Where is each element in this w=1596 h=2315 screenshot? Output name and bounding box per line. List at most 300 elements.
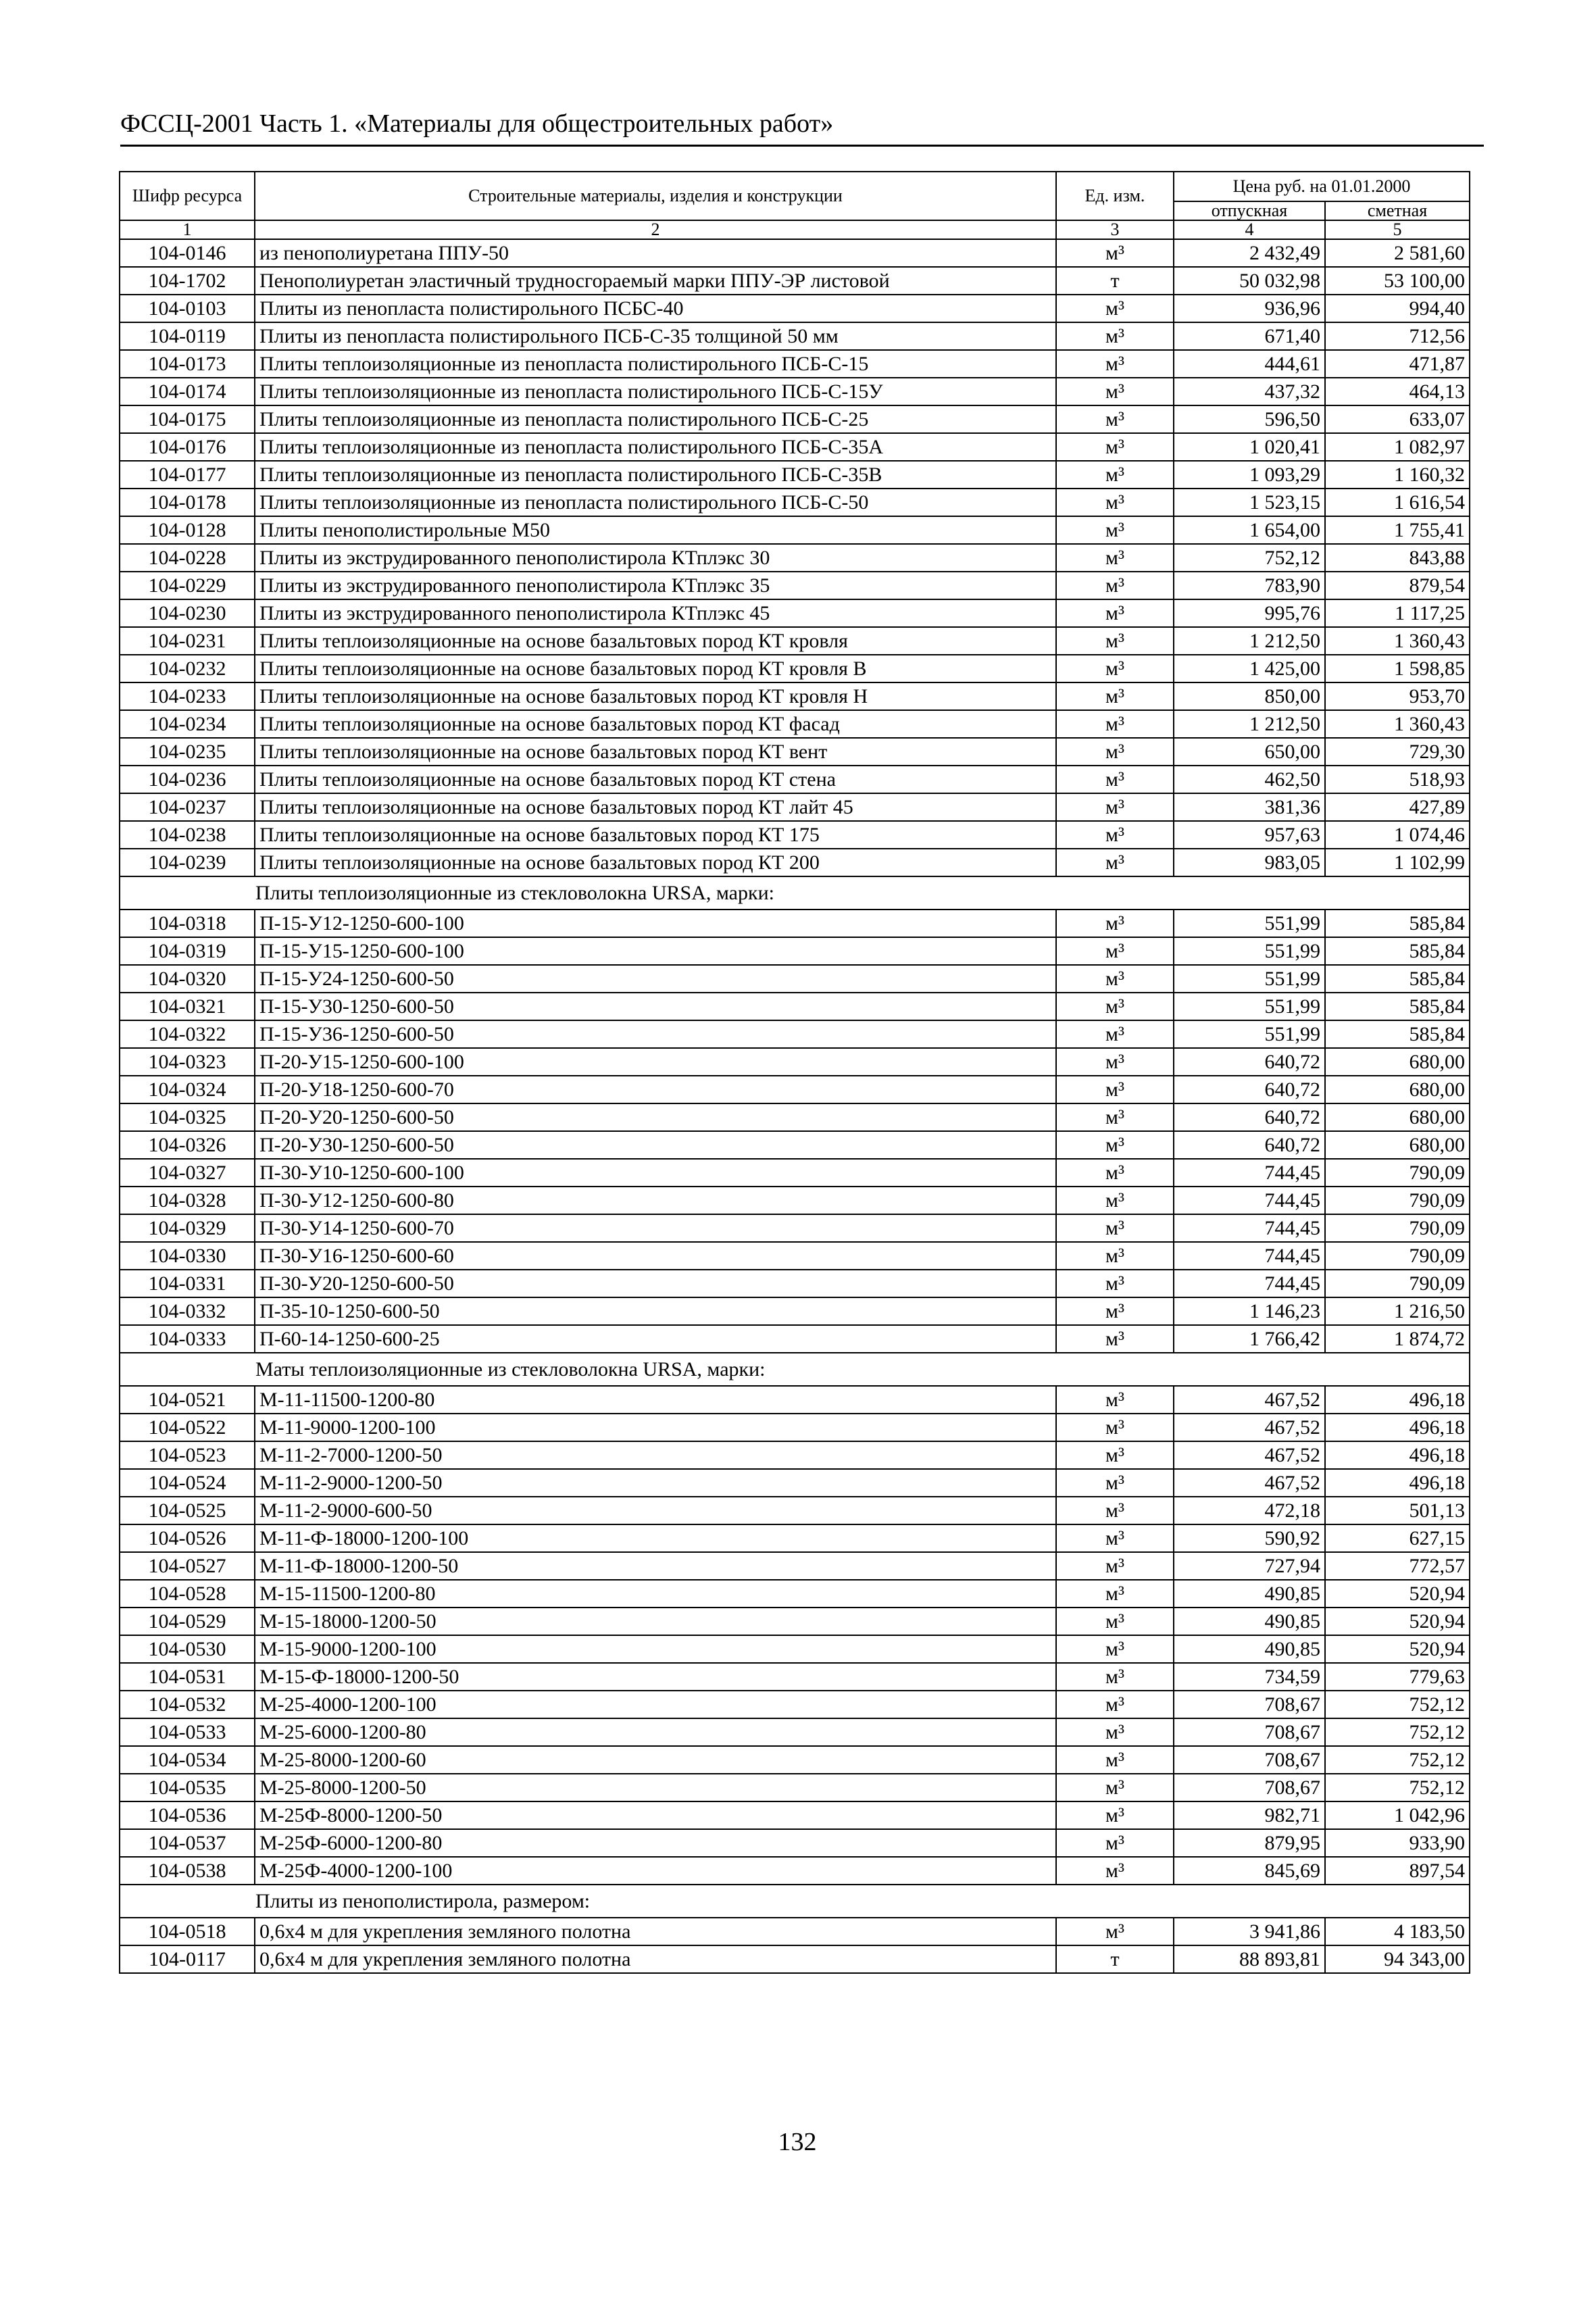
resource-code: 104-0176 [120, 433, 255, 461]
resource-code: 104-0174 [120, 378, 255, 405]
estimate-price: 712,56 [1325, 322, 1470, 350]
unit: м³ [1056, 1918, 1174, 1945]
wholesale-price: 744,45 [1174, 1214, 1325, 1242]
wholesale-price: 551,99 [1174, 910, 1325, 937]
material-name: Плиты из пенопласта полистирольного ПСБ-С-35 толщиной 50 мм [255, 322, 1056, 350]
table-row [120, 1076, 1470, 1103]
unit: м³ [1056, 937, 1174, 965]
estimate-price: 1 616,54 [1325, 489, 1470, 516]
resource-code: 104-0534 [120, 1746, 255, 1774]
material-name: Плиты теплоизоляционные из пенопласта полистирольного ПСБ-С-15У [255, 378, 1056, 405]
header-wholesale: отпускная [1174, 201, 1325, 220]
estimate-price: 501,13 [1325, 1497, 1470, 1524]
estimate-price: 496,18 [1325, 1414, 1470, 1441]
table-row [120, 1325, 1470, 1353]
estimate-price: 1 042,96 [1325, 1801, 1470, 1829]
table-row [120, 1857, 1470, 1885]
estimate-price: 1 117,25 [1325, 599, 1470, 627]
wholesale-price: 88 893,81 [1174, 1945, 1325, 1973]
material-name: Плиты теплоизоляционные на основе базальтовых пород КТ кровля [255, 627, 1056, 655]
column-number: 2 [255, 220, 1056, 239]
wholesale-price: 2 432,49 [1174, 239, 1325, 267]
unit: м³ [1056, 1076, 1174, 1103]
table-row [120, 295, 1470, 322]
wholesale-price: 708,67 [1174, 1718, 1325, 1746]
material-name: П-30-У12-1250-600-80 [255, 1187, 1056, 1214]
material-name: П-30-У10-1250-600-100 [255, 1159, 1056, 1187]
table-row [120, 1746, 1470, 1774]
resource-code: 104-0237 [120, 793, 255, 821]
page-number: 132 [778, 2128, 817, 2156]
column-number: 5 [1325, 220, 1470, 239]
estimate-price: 496,18 [1325, 1441, 1470, 1469]
header-price: Цена руб. на 01.01.2000 [1174, 172, 1470, 201]
wholesale-price: 551,99 [1174, 1020, 1325, 1048]
resource-code: 104-0324 [120, 1076, 255, 1103]
resource-code: 104-1702 [120, 267, 255, 295]
group-row [120, 1885, 1470, 1918]
material-name: Пенополиуретан эластичный трудносгораемый марки ППУ-ЭР листовой [255, 267, 1056, 295]
material-name: М-15-18000-1200-50 [255, 1608, 1056, 1635]
material-name: М-11-Ф-18000-1200-50 [255, 1552, 1056, 1580]
resource-code: 104-0239 [120, 849, 255, 876]
estimate-price: 2 581,60 [1325, 239, 1470, 267]
resource-code: 104-0521 [120, 1386, 255, 1414]
estimate-price: 520,94 [1325, 1580, 1470, 1608]
table-row [120, 937, 1470, 965]
resource-code: 104-0537 [120, 1829, 255, 1857]
material-name: М-25-8000-1200-60 [255, 1746, 1056, 1774]
resource-code: 104-0319 [120, 937, 255, 965]
unit: м³ [1056, 1414, 1174, 1441]
estimate-price: 471,87 [1325, 350, 1470, 378]
resource-code: 104-0178 [120, 489, 255, 516]
unit: м³ [1056, 405, 1174, 433]
table-row [120, 849, 1470, 876]
unit: м³ [1056, 1048, 1174, 1076]
estimate-price: 1 360,43 [1325, 710, 1470, 738]
table-row [120, 1214, 1470, 1242]
unit: м³ [1056, 1386, 1174, 1414]
wholesale-price: 850,00 [1174, 682, 1325, 710]
estimate-price: 879,54 [1325, 572, 1470, 599]
header-unit: Ед. изм. [1056, 172, 1174, 220]
wholesale-price: 727,94 [1174, 1552, 1325, 1580]
group-title: Плиты из пенополистирола, размером: [120, 1885, 1470, 1918]
resource-code: 104-0531 [120, 1663, 255, 1691]
estimate-price: 520,94 [1325, 1608, 1470, 1635]
table-row [120, 350, 1470, 378]
estimate-price: 1 874,72 [1325, 1325, 1470, 1353]
wholesale-price: 734,59 [1174, 1663, 1325, 1691]
unit: м³ [1056, 1214, 1174, 1242]
unit: м³ [1056, 572, 1174, 599]
unit: м³ [1056, 295, 1174, 322]
table-row [120, 1580, 1470, 1608]
resource-code: 104-0331 [120, 1270, 255, 1297]
estimate-price: 790,09 [1325, 1187, 1470, 1214]
material-name: М-11-2-9000-600-50 [255, 1497, 1056, 1524]
material-name: М-25-4000-1200-100 [255, 1691, 1056, 1718]
wholesale-price: 1 212,50 [1174, 627, 1325, 655]
material-name: Плиты теплоизоляционные на основе базальтовых пород КТ стена [255, 766, 1056, 793]
column-number: 3 [1056, 220, 1174, 239]
estimate-price: 53 100,00 [1325, 267, 1470, 295]
header-estimate: сметная [1325, 201, 1470, 220]
table-row [120, 1187, 1470, 1214]
wholesale-price: 490,85 [1174, 1580, 1325, 1608]
resource-code: 104-0532 [120, 1691, 255, 1718]
material-name: М-11-2-7000-1200-50 [255, 1441, 1056, 1469]
group-title: Маты теплоизоляционные из стекловолокна URSA, марки: [120, 1353, 1470, 1386]
unit: м³ [1056, 1242, 1174, 1270]
wholesale-price: 1 523,15 [1174, 489, 1325, 516]
unit: м³ [1056, 1131, 1174, 1159]
table-body [120, 239, 1470, 1973]
material-name: П-20-У20-1250-600-50 [255, 1103, 1056, 1131]
resource-code: 104-0320 [120, 965, 255, 993]
wholesale-price: 596,50 [1174, 405, 1325, 433]
unit: м³ [1056, 1441, 1174, 1469]
material-name: Плиты из экструдированного пенополистирола КТплэкс 35 [255, 572, 1056, 599]
estimate-price: 752,12 [1325, 1691, 1470, 1718]
material-name: М-15-11500-1200-80 [255, 1580, 1056, 1608]
estimate-price: 585,84 [1325, 993, 1470, 1020]
estimate-price: 790,09 [1325, 1159, 1470, 1187]
wholesale-price: 752,12 [1174, 544, 1325, 572]
unit: м³ [1056, 1774, 1174, 1801]
resource-code: 104-0229 [120, 572, 255, 599]
table-row [120, 1918, 1470, 1945]
resource-code: 104-0119 [120, 322, 255, 350]
table-row [120, 993, 1470, 1020]
material-name: М-25Ф-8000-1200-50 [255, 1801, 1056, 1829]
resource-code: 104-0228 [120, 544, 255, 572]
wholesale-price: 879,95 [1174, 1829, 1325, 1857]
table-row [120, 1774, 1470, 1801]
material-name: М-25Ф-4000-1200-100 [255, 1857, 1056, 1885]
page-header: ФССЦ-2001 Часть 1. «Материалы для общестроительных работ» [120, 109, 834, 138]
wholesale-price: 982,71 [1174, 1801, 1325, 1829]
material-name: П-20-У30-1250-600-50 [255, 1131, 1056, 1159]
wholesale-price: 467,52 [1174, 1386, 1325, 1414]
estimate-price: 427,89 [1325, 793, 1470, 821]
wholesale-price: 671,40 [1174, 322, 1325, 350]
unit: м³ [1056, 1552, 1174, 1580]
unit: м³ [1056, 793, 1174, 821]
material-name: М-15-9000-1200-100 [255, 1635, 1056, 1663]
material-name: М-25Ф-6000-1200-80 [255, 1829, 1056, 1857]
wholesale-price: 490,85 [1174, 1635, 1325, 1663]
estimate-price: 585,84 [1325, 910, 1470, 937]
material-name: П-15-У12-1250-600-100 [255, 910, 1056, 937]
resource-code: 104-0321 [120, 993, 255, 1020]
unit: м³ [1056, 461, 1174, 489]
estimate-price: 496,18 [1325, 1469, 1470, 1497]
unit: м³ [1056, 655, 1174, 682]
table-row [120, 572, 1470, 599]
unit: м³ [1056, 1469, 1174, 1497]
table-row [120, 1131, 1470, 1159]
unit: м³ [1056, 1020, 1174, 1048]
wholesale-price: 708,67 [1174, 1774, 1325, 1801]
unit: м³ [1056, 821, 1174, 849]
material-name: Плиты теплоизоляционные из пенопласта полистирольного ПСБ-С-25 [255, 405, 1056, 433]
estimate-price: 752,12 [1325, 1746, 1470, 1774]
estimate-price: 680,00 [1325, 1048, 1470, 1076]
resource-code: 104-0318 [120, 910, 255, 937]
material-name: П-35-10-1250-600-50 [255, 1297, 1056, 1325]
material-name: М-11-11500-1200-80 [255, 1386, 1056, 1414]
wholesale-price: 490,85 [1174, 1608, 1325, 1635]
table-row [120, 793, 1470, 821]
estimate-price: 729,30 [1325, 738, 1470, 766]
estimate-price: 953,70 [1325, 682, 1470, 710]
unit: м³ [1056, 433, 1174, 461]
material-name: 0,6х4 м для укрепления земляного полотна [255, 1918, 1056, 1945]
estimate-price: 790,09 [1325, 1214, 1470, 1242]
material-name: из пенополиуретана ППУ-50 [255, 239, 1056, 267]
unit: м³ [1056, 1297, 1174, 1325]
unit: м³ [1056, 350, 1174, 378]
table-row [120, 544, 1470, 572]
wholesale-price: 640,72 [1174, 1048, 1325, 1076]
unit: м³ [1056, 1325, 1174, 1353]
wholesale-price: 640,72 [1174, 1076, 1325, 1103]
material-name: М-25-8000-1200-50 [255, 1774, 1056, 1801]
estimate-price: 779,63 [1325, 1663, 1470, 1691]
unit: м³ [1056, 965, 1174, 993]
unit: м³ [1056, 738, 1174, 766]
wholesale-price: 467,52 [1174, 1469, 1325, 1497]
estimate-price: 585,84 [1325, 937, 1470, 965]
table-row [120, 322, 1470, 350]
resource-code: 104-0323 [120, 1048, 255, 1076]
table-row [120, 766, 1470, 793]
unit: м³ [1056, 710, 1174, 738]
estimate-price: 464,13 [1325, 378, 1470, 405]
estimate-price: 680,00 [1325, 1131, 1470, 1159]
wholesale-price: 551,99 [1174, 965, 1325, 993]
material-name: П-15-У15-1250-600-100 [255, 937, 1056, 965]
unit: м³ [1056, 910, 1174, 937]
material-name: Плиты теплоизоляционные из пенопласта полистирольного ПСБ-С-15 [255, 350, 1056, 378]
estimate-price: 680,00 [1325, 1076, 1470, 1103]
table-row [120, 627, 1470, 655]
resource-code: 104-0230 [120, 599, 255, 627]
resource-code: 104-0325 [120, 1103, 255, 1131]
resource-code: 104-0128 [120, 516, 255, 544]
estimate-price: 1 074,46 [1325, 821, 1470, 849]
wholesale-price: 444,61 [1174, 350, 1325, 378]
estimate-price: 1 082,97 [1325, 433, 1470, 461]
resource-code: 104-0326 [120, 1131, 255, 1159]
table-row [120, 1159, 1470, 1187]
material-name: М-11-2-9000-1200-50 [255, 1469, 1056, 1497]
table-row [120, 1691, 1470, 1718]
wholesale-price: 467,52 [1174, 1441, 1325, 1469]
estimate-price: 633,07 [1325, 405, 1470, 433]
material-name: Плиты теплоизоляционные на основе базальтовых пород КТ вент [255, 738, 1056, 766]
material-name: П-15-У36-1250-600-50 [255, 1020, 1056, 1048]
wholesale-price: 744,45 [1174, 1270, 1325, 1297]
resource-code: 104-0329 [120, 1214, 255, 1242]
unit: т [1056, 267, 1174, 295]
wholesale-price: 1 654,00 [1174, 516, 1325, 544]
unit: м³ [1056, 1159, 1174, 1187]
unit: м³ [1056, 766, 1174, 793]
material-name: Плиты теплоизоляционные из пенопласта полистирольного ПСБ-С-50 [255, 489, 1056, 516]
unit: м³ [1056, 1580, 1174, 1608]
table-row [120, 1829, 1470, 1857]
table-row [120, 516, 1470, 544]
estimate-price: 772,57 [1325, 1552, 1470, 1580]
unit: м³ [1056, 599, 1174, 627]
material-name: М-25-6000-1200-80 [255, 1718, 1056, 1746]
unit: м³ [1056, 1270, 1174, 1297]
unit: м³ [1056, 682, 1174, 710]
header-divider [120, 145, 1484, 147]
table-row [120, 433, 1470, 461]
wholesale-price: 381,36 [1174, 793, 1325, 821]
unit: м³ [1056, 1801, 1174, 1829]
unit: м³ [1056, 516, 1174, 544]
table-row [120, 1663, 1470, 1691]
unit: м³ [1056, 1746, 1174, 1774]
table-row [120, 1386, 1470, 1414]
wholesale-price: 437,32 [1174, 378, 1325, 405]
wholesale-price: 50 032,98 [1174, 267, 1325, 295]
wholesale-price: 1 146,23 [1174, 1297, 1325, 1325]
wholesale-price: 708,67 [1174, 1746, 1325, 1774]
resource-code: 104-0146 [120, 239, 255, 267]
group-title: Плиты теплоизоляционные из стекловолокна URSA, марки: [120, 876, 1470, 910]
estimate-price: 790,09 [1325, 1270, 1470, 1297]
wholesale-price: 640,72 [1174, 1103, 1325, 1131]
resource-code: 104-0522 [120, 1414, 255, 1441]
group-row [120, 876, 1470, 910]
estimate-price: 752,12 [1325, 1718, 1470, 1746]
material-name: П-20-У15-1250-600-100 [255, 1048, 1056, 1076]
wholesale-price: 936,96 [1174, 295, 1325, 322]
unit: м³ [1056, 1691, 1174, 1718]
table-row [120, 1469, 1470, 1497]
column-number: 1 [120, 220, 255, 239]
unit: м³ [1056, 1829, 1174, 1857]
material-name: Плиты теплоизоляционные из пенопласта полистирольного ПСБ-С-35В [255, 461, 1056, 489]
wholesale-price: 783,90 [1174, 572, 1325, 599]
material-name: Плиты теплоизоляционные на основе базальтовых пород КТ фасад [255, 710, 1056, 738]
table-row [120, 1801, 1470, 1829]
material-name: П-30-У14-1250-600-70 [255, 1214, 1056, 1242]
wholesale-price: 551,99 [1174, 993, 1325, 1020]
material-name: М-11-9000-1200-100 [255, 1414, 1056, 1441]
resource-code: 104-0538 [120, 1857, 255, 1885]
unit: м³ [1056, 1187, 1174, 1214]
resource-code: 104-0529 [120, 1608, 255, 1635]
table-row [120, 738, 1470, 766]
resource-code: 104-0328 [120, 1187, 255, 1214]
resource-code: 104-0530 [120, 1635, 255, 1663]
resource-code: 104-0523 [120, 1441, 255, 1469]
resource-code: 104-0528 [120, 1580, 255, 1608]
wholesale-price: 957,63 [1174, 821, 1325, 849]
wholesale-price: 1 020,41 [1174, 433, 1325, 461]
table-row [120, 821, 1470, 849]
resource-code: 104-0536 [120, 1801, 255, 1829]
column-number: 4 [1174, 220, 1325, 239]
wholesale-price: 640,72 [1174, 1131, 1325, 1159]
estimate-price: 1 360,43 [1325, 627, 1470, 655]
unit: м³ [1056, 239, 1174, 267]
resource-code: 104-0527 [120, 1552, 255, 1580]
material-name: М-11-Ф-18000-1200-100 [255, 1524, 1056, 1552]
resource-code: 104-0322 [120, 1020, 255, 1048]
estimate-price: 520,94 [1325, 1635, 1470, 1663]
wholesale-price: 1 425,00 [1174, 655, 1325, 682]
material-name: Плиты из пенопласта полистирольного ПСБС-40 [255, 295, 1056, 322]
material-name: П-15-У24-1250-600-50 [255, 965, 1056, 993]
table-row [120, 910, 1470, 937]
table-row [120, 1048, 1470, 1076]
estimate-price: 1 102,99 [1325, 849, 1470, 876]
table-row [120, 267, 1470, 295]
table-row [120, 1242, 1470, 1270]
material-name: П-30-У20-1250-600-50 [255, 1270, 1056, 1297]
unit: м³ [1056, 1497, 1174, 1524]
resource-code: 104-0234 [120, 710, 255, 738]
estimate-price: 94 343,00 [1325, 1945, 1470, 1973]
table-row [120, 461, 1470, 489]
unit: м³ [1056, 1608, 1174, 1635]
table-row [120, 1524, 1470, 1552]
estimate-price: 4 183,50 [1325, 1918, 1470, 1945]
material-name: Плиты теплоизоляционные на основе базальтовых пород КТ лайт 45 [255, 793, 1056, 821]
table-row [120, 489, 1470, 516]
table-row [120, 1297, 1470, 1325]
wholesale-price: 995,76 [1174, 599, 1325, 627]
resource-code: 104-0526 [120, 1524, 255, 1552]
unit: м³ [1056, 849, 1174, 876]
resource-code: 104-0231 [120, 627, 255, 655]
table-row [120, 405, 1470, 433]
wholesale-price: 744,45 [1174, 1187, 1325, 1214]
wholesale-price: 1 093,29 [1174, 461, 1325, 489]
resource-code: 104-0232 [120, 655, 255, 682]
estimate-price: 994,40 [1325, 295, 1470, 322]
estimate-price: 843,88 [1325, 544, 1470, 572]
unit: м³ [1056, 1524, 1174, 1552]
unit: м³ [1056, 378, 1174, 405]
estimate-price: 1 755,41 [1325, 516, 1470, 544]
resource-code: 104-0333 [120, 1325, 255, 1353]
table-row [120, 1552, 1470, 1580]
material-name: Плиты теплоизоляционные из пенопласта полистирольного ПСБ-С-35А [255, 433, 1056, 461]
material-name: М-15-Ф-18000-1200-50 [255, 1663, 1056, 1691]
estimate-price: 790,09 [1325, 1242, 1470, 1270]
resource-code: 104-0330 [120, 1242, 255, 1270]
estimate-price: 933,90 [1325, 1829, 1470, 1857]
unit: м³ [1056, 1857, 1174, 1885]
unit: м³ [1056, 993, 1174, 1020]
resource-code: 104-0175 [120, 405, 255, 433]
table-row [120, 682, 1470, 710]
material-name: П-20-У18-1250-600-70 [255, 1076, 1056, 1103]
wholesale-price: 1 212,50 [1174, 710, 1325, 738]
price-table [119, 171, 1470, 1974]
resource-code: 104-0233 [120, 682, 255, 710]
material-name: Плиты теплоизоляционные на основе базальтовых пород КТ кровля В [255, 655, 1056, 682]
